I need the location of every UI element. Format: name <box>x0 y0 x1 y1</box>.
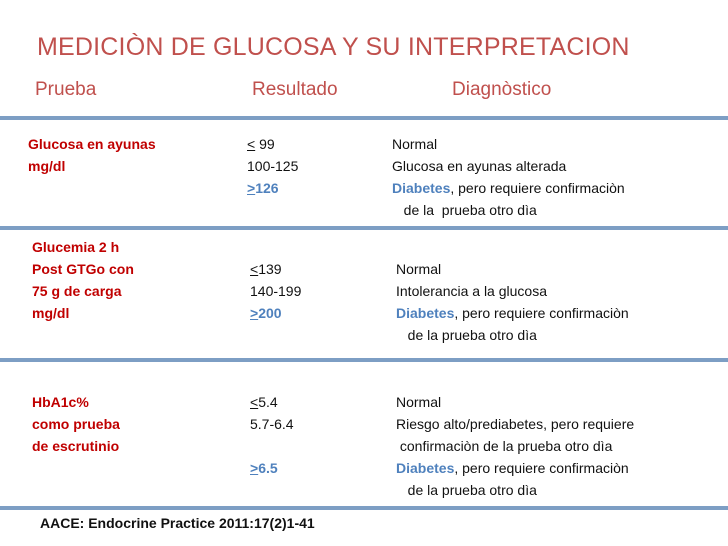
diag-line: Intolerancia a la glucosa <box>396 283 547 299</box>
row-1-test-line: Glucosa en ayunas <box>28 136 156 152</box>
row-2-test-line: Glucemia 2 h <box>32 239 120 255</box>
row-1-test <box>28 133 156 177</box>
result-normal: <139 <box>250 261 282 277</box>
diag-line: de la prueba otro dìa <box>396 482 537 498</box>
result-normal: <5.4 <box>250 394 278 410</box>
header-prueba: Prueba <box>35 79 97 100</box>
row-3-test-line: como prueba <box>32 416 120 432</box>
row-3-diagnosis <box>396 391 634 501</box>
row-1-test-line: mg/dl <box>28 158 66 174</box>
citation: AACE: Endocrine Practice 2011:17(2)1-41 <box>40 515 315 531</box>
diag-line: Diabetes, pero requiere confirmaciòn <box>396 460 629 476</box>
divider-3 <box>0 358 728 362</box>
row-3-test-line: HbA1c% <box>32 394 89 410</box>
row-2-test <box>32 236 134 324</box>
divider-4 <box>0 506 728 510</box>
result-diabetes: >6.5 <box>250 460 278 476</box>
divider-2 <box>0 226 728 230</box>
result-intermediate: 100-125 <box>247 158 299 174</box>
diag-line: Normal <box>396 261 442 277</box>
result-diabetes: >126 <box>247 180 279 196</box>
diag-line: Normal <box>392 136 438 152</box>
diag-line: Riesgo alto/prediabetes, pero requiere <box>396 416 635 432</box>
row-2-test-line: mg/dl <box>32 305 70 321</box>
header-resultado: Resultado <box>252 79 338 100</box>
row-3-results <box>250 391 294 479</box>
row-3-test-line: de escrutinio <box>32 438 120 454</box>
diag-line: Diabetes, pero requiere confirmaciòn <box>396 305 629 321</box>
result-normal: < 99 <box>247 136 275 152</box>
header-diagnostico: Diagnòstico <box>452 79 552 100</box>
diag-line: Diabetes, pero requiere confirmaciòn <box>392 180 625 196</box>
diag-line: de la prueba otro dìa <box>396 327 537 343</box>
diag-line: confirmaciòn de la prueba otro dìa <box>396 438 613 454</box>
page-title: MEDICIÒN DE GLUCOSA Y SU INTERPRETACION <box>37 33 630 61</box>
result-intermediate: 140-199 <box>250 283 302 299</box>
diag-line: Glucosa en ayunas alterada <box>392 158 567 174</box>
result-intermediate: 5.7-6.4 <box>250 416 294 432</box>
diag-line: Normal <box>396 394 442 410</box>
row-1-diagnosis <box>392 133 625 221</box>
row-2-diagnosis <box>396 258 629 346</box>
row-2-test-line: Post GTGo con <box>32 261 134 277</box>
row-2-test-line: 75 g de carga <box>32 283 122 299</box>
result-spacer <box>250 435 294 457</box>
row-2-results <box>250 258 301 324</box>
row-3-test <box>32 391 120 457</box>
divider-1 <box>0 116 728 120</box>
row-1-results <box>247 133 298 199</box>
result-diabetes: >200 <box>250 305 282 321</box>
diag-line: de la prueba otro dìa <box>392 202 537 218</box>
